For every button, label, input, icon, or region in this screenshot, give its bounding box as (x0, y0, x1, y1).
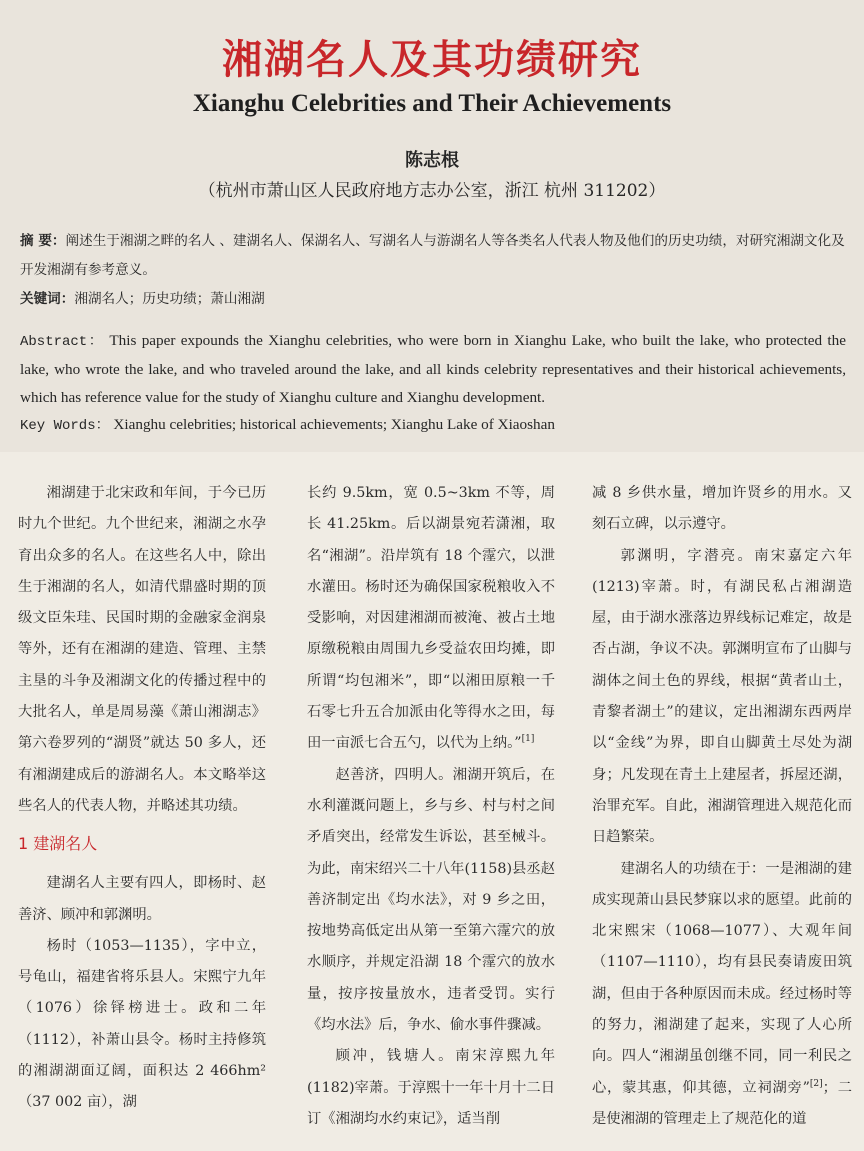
paragraph-text: 建湖名人的功绩在于：一是湘湖的建成实现萧山县民梦寐以求的愿望。此前的北宋熙宋（1068—1077）、大观年间（1107—1110），均有县民奏请废田筑湖，但由于各种原因而未成。经过杨时等的努力，湘湖建了起来，实现了人心所向。四人“湘湖虽创继不同，同一利民之心，蒙其惠，仰其德，立祠湖旁” (592, 860, 852, 1096)
affiliation: （杭州市萧山区人民政府地方志办公室，浙江 杭州 311202） (198, 181, 666, 201)
paragraph: 顾冲，钱塘人。南宋淳熙九年(1182)宰萧。于淳熙十一年十月十二日订《湘湖均水约束记》，适当削 (307, 1048, 555, 1127)
keywords-cn-label: 关键词： (20, 291, 75, 307)
body-column-3 (592, 478, 852, 1135)
author: 陈志根 (405, 150, 459, 171)
abstract-en-label: Abstract： (20, 334, 105, 350)
abstract-cn-text: 阐述生于湘湖之畔的名人 、建湖名人、保湖名人、写湖名人与游湖名人等各类名人代表人物及他们的历史功绩，对研究湘湖文化及开发湘湖有参考意义。 (20, 233, 845, 278)
keywords-en-label: Key Words： (20, 418, 110, 434)
title-cn: 湘湖名人及其功绩研究 (222, 37, 642, 83)
paragraph-text: ；二是使湘湖的管理走上了规范化的道 (592, 1079, 852, 1127)
keywords-en (20, 411, 846, 440)
body-column-1 (18, 478, 266, 1119)
paragraph (592, 854, 852, 1136)
paragraph: 杨时（1053—1135），字中立，号龟山，福建省将乐县人。宋熙宁九年（1076）徐铎榜进士。政和二年（1112），补萧山县令。杨时主持修筑的湘湖湖面辽阔，面积达 2 466hm² （37 002 亩），湖 (18, 937, 266, 1111)
paragraph-text: 长约 9.5km，宽 0.5~3km 不等，周长 41.25km。后以湖景宛若潇湘，取名“湘湖”。沿岸筑有 18 个霪穴，以泄水灌田。杨时还为确保国家税粮收入不受影响，对因建湘湖而被淹、被占土地原缴税粮由周围九乡受益农田均摊，即所谓“均包湘米”，即“以湘田原粮一千石零七升五合加派由化等得水之田，每田一亩派七合五勺，以代为上纳。” (307, 485, 555, 752)
abstract-cn (20, 227, 850, 285)
keywords-cn-text: 湘湖名人；历史功绩；萧山湘湖 (74, 291, 265, 307)
keywords-en-text: Xianghu celebrities; historical achievements; Xianghu Lake of Xiaoshan (113, 416, 555, 433)
paragraph (307, 478, 555, 760)
paragraph: 郭渊明，字潜亮。南宋嘉定六年(1213)宰萧。时，有湖民私占湘湖造屋，由于湖水涨落边界线标记难定，故是否占湖，争议不决。郭渊明宣布了山脚与湖体之间土色的界线，根据“黄者山土，青黎者湖土”的建议，定出湘湖东西两岸以“金线”为界，即自山脚黄土尽处为湖身；凡发现在青土上建屋者，拆屋还湖，治罪充军。自此，湘湖管理进入规范化而日趋繁荣。 (592, 547, 852, 846)
paragraph: 建湖名人主要有四人，即杨时、赵善济、顾冲和郭渊明。 (18, 875, 266, 923)
citation: [1] (521, 734, 535, 745)
section-heading: 1 建湖名人 (18, 834, 98, 854)
paragraph: 赵善济，四明人。湘湖开筑后，在水利灌溉问题上，乡与乡、村与村之间矛盾突出，经常发生诉讼，甚至械斗。为此，南宋绍兴二十八年(1158)县丞赵善济制定出《均水法》，对 9 乡之田，按地势高低定出从第一至第六霪穴的放水顺序，并规定沿湖 18 个霪穴的放水量，按序按量放水，违者受罚。实行《均水法》后，争水、偷水事件骤减。 (307, 766, 555, 1034)
body-column-2 (307, 478, 555, 1135)
abstract-cn-label: 摘 要： (20, 233, 66, 249)
abstract-en (20, 327, 846, 412)
title-en: Xianghu Celebrities and Their Achievements (192, 90, 672, 117)
paragraph: 减 8 乡供水量，增加许贤乡的用水。又刻石立碑，以示遵守。 (592, 485, 852, 533)
keywords-cn (20, 285, 850, 314)
citation: [2] (809, 1078, 823, 1089)
paragraph: 湘湖建于北宋政和年间，于今已历时九个世纪。九个世纪来，湘湖之水孕育出众多的名人。在这些名人中，除出生于湘湖的名人，如清代鼎盛时期的顶级文臣朱珪、民国时期的金融家金润泉等外，还有在湘湖的建造、管理、主禁主垦的斗争及湘湖文化的传播过程中的大批名人，单是周易藻《萧山湘湖志》第六卷罗列的“湖贤”就达 50 多人，还有湘湖建成后的游湖名人。本文略举这些名人的代表人物，并略述其功绩。 (18, 485, 266, 814)
abstract-en-text: This paper expounds the Xianghu celebrities, who were born in Xianghu Lake, who built the lake, who protected the lake, who wrote the lake, and who traveled around the lake, and all kinds celebrity representatives and their historical achievements, which has reference value for the study of Xianghu culture and Xianghu development. (20, 332, 846, 406)
